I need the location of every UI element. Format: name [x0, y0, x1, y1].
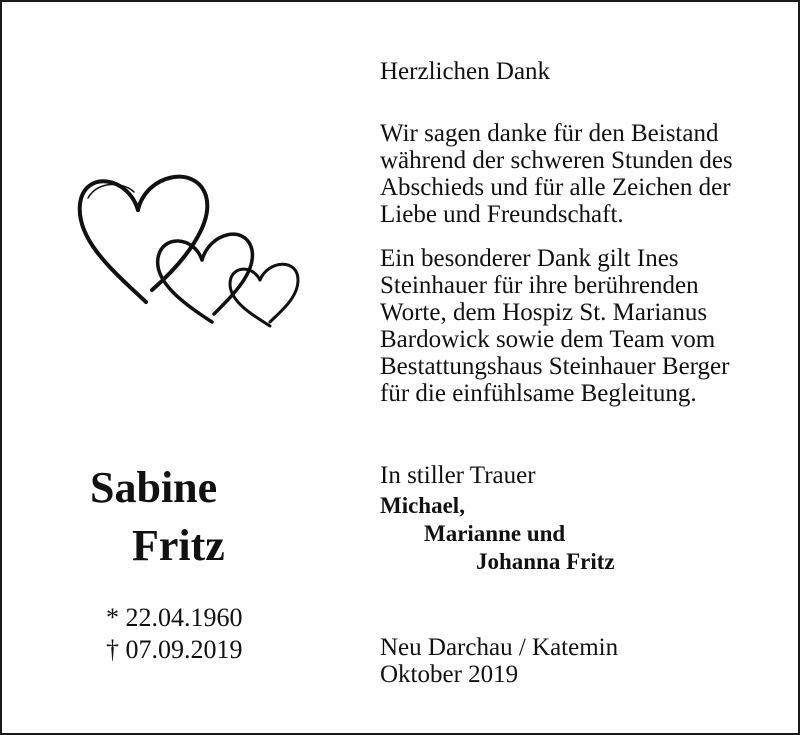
footer-place: Neu Darchau / Katemin [380, 634, 619, 661]
birth-date: * 22.04.1960 [106, 603, 243, 632]
mourners-intro: In stiller Trauer [380, 462, 536, 489]
death-date: † 07.09.2019 [106, 635, 243, 664]
text-line: für die einfühlsame Begleitung. [380, 380, 697, 407]
text-line: Bestattungshaus Steinhauer Berger [380, 353, 730, 380]
deceased-first-name: Sabine [90, 463, 218, 512]
text-line: Bardowick sowie dem Team vom [380, 326, 716, 353]
mourner-name: Marianne und [424, 521, 566, 546]
text-line: Ein besonderer Dank gilt Ines [380, 245, 679, 272]
mourner-name: Michael, [380, 493, 465, 518]
text-line: Wir sagen danke für den Beistand [380, 120, 719, 147]
message-paragraph-2 [380, 245, 729, 407]
footer [380, 634, 618, 688]
text-line: Worte, dem Hospiz St. Marianus [380, 299, 708, 326]
text-line: während der schweren Stunden des [380, 147, 733, 174]
text-line: Liebe und Freundschaft. [380, 201, 624, 228]
text-line: Steinhauer für ihre berührenden [380, 272, 699, 299]
life-dates [106, 602, 243, 666]
message-paragraph-1 [380, 120, 733, 228]
message-title: Herzlichen Dank [380, 58, 551, 85]
mourner-name: Johanna Fritz [476, 549, 615, 574]
footer-date: Oktober 2019 [380, 661, 519, 688]
deceased-last-name: Fritz [132, 521, 225, 570]
three-hearts-icon [74, 162, 304, 332]
text-line: Abschieds und für alle Zeichen der [380, 174, 731, 201]
